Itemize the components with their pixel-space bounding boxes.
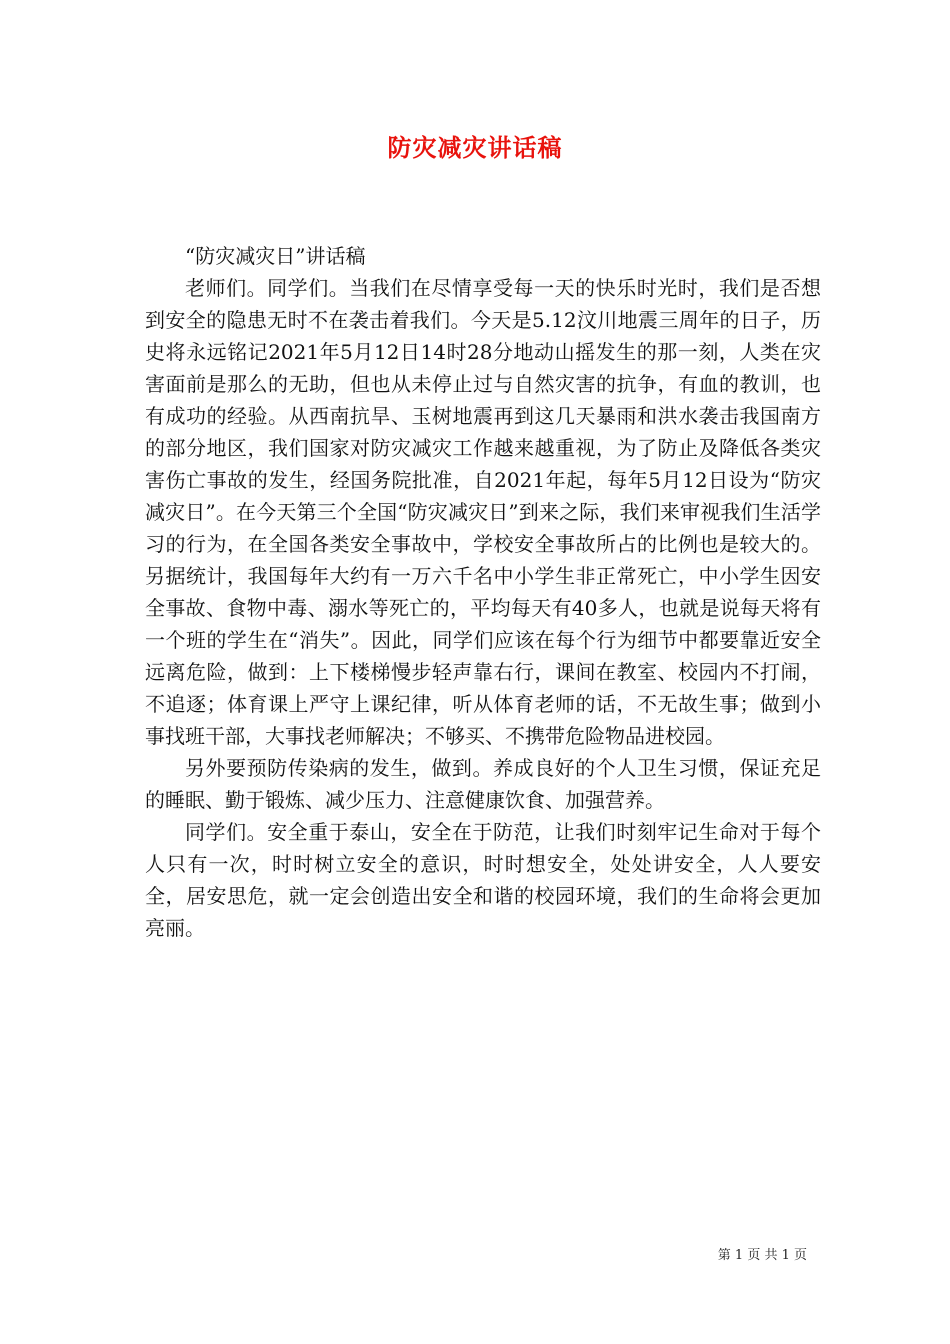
speech-heading: “防灾减灾日”讲话稿 [185, 244, 366, 268]
document-body [145, 240, 821, 944]
page-number-footer: 第 1 页 共 1 页 [717, 1248, 807, 1263]
paragraph-2: 另外要预防传染病的发生，做到。养成良好的个人卫生习惯，保证充足的睡眠、勤于锻炼、减少压力、注意健康饮食、加强营养。 [145, 756, 821, 812]
document-title: 防灾减灾讲话稿 [387, 133, 563, 162]
paragraph-1: 老师们。同学们。当我们在尽情享受每一天的快乐时光时，我们是否想到安全的隐患无时不在袭击着我们。今天是5.12汶川地震三周年的日子，历史将永远铭记2021年5月12日14时28分地动山摇发生的那一刻，人类在灾害面前是那么的无助，但也从未停止过与自然灾害的抗争，有血的教训，也有成功的经验。从西南抗旱、玉树地震再到这几天暴雨和洪水袭击我国南方的部分地区，我们国家对防灾减灾工作越来越重视，为了防止及降低各类灾害伤亡事故的发生，经国务院批准，自2021年起，每年5月12日设为“防灾减灾日”。在今天第三个全国“防灾减灾日”到来之际，我们来审视我们生活学习的行为，在全国各类安全事故中，学校安全事故所占的比例也是较大的。另据统计，我国每年大约有一万六千名中小学生非正常死亡，中小学生因安全事故、食物中毒、溺水等死亡的，平均每天有40多人，也就是说每天将有一个班的学生在“消失”。因此，同学们应该在每个行为细节中都要靠近安全远离危险，做到：上下楼梯慢步轻声靠右行，课间在教室、校园内不打闹，不追逐；体育课上严守上课纪律，听从体育老师的话，不无故生事；做到小事找班干部，大事找老师解决；不够买、不携带危险物品进校园。 [145, 276, 821, 748]
paragraph-3: 同学们。安全重于泰山，安全在于防范，让我们时刻牢记生命对于每个人只有一次，时时树立安全的意识，时时想安全，处处讲安全，人人要安全，居安思危，就一定会创造出安全和谐的校园环境，我们的生命将会更加亮丽。 [145, 820, 821, 940]
